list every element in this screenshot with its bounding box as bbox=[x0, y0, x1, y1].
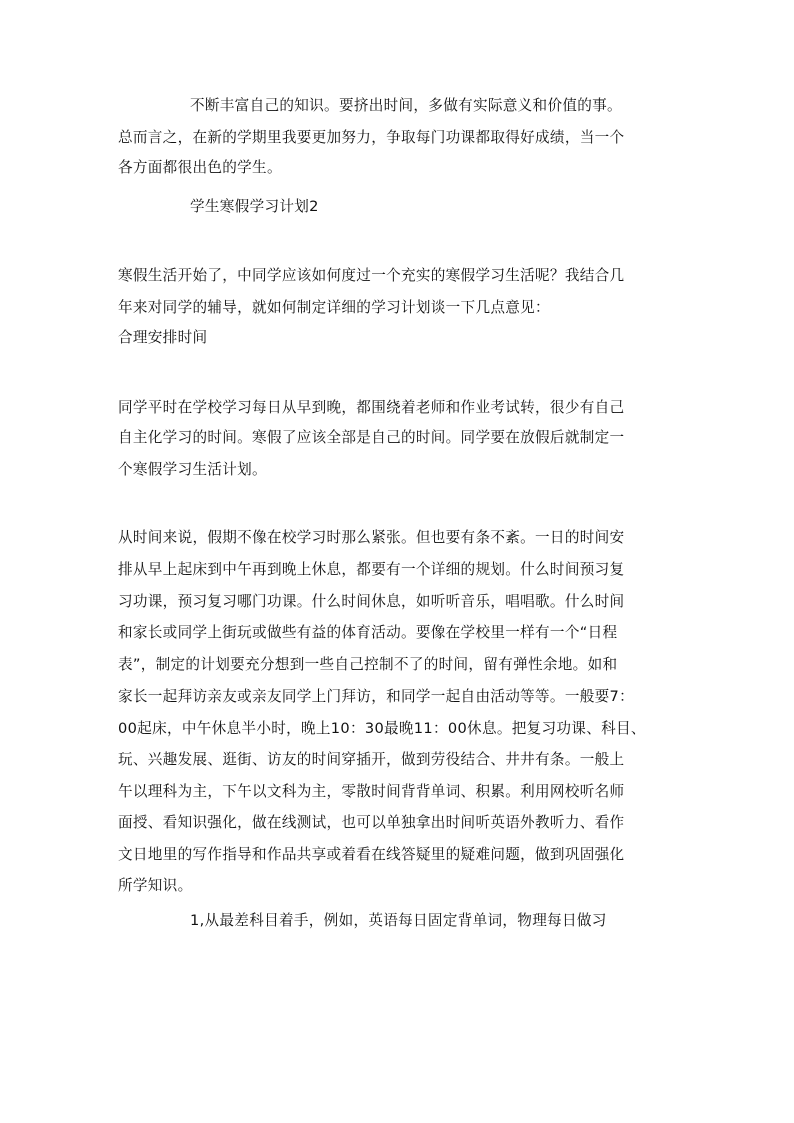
paragraph-line: 总而言之，在新的学期里我要更加努力，争取每门功课都取得好成绩，当一个 bbox=[118, 129, 625, 146]
paragraph-line: 00起床，中午休息半小时，晚上10：30最晚11：00休息。把复习功课、科目、 bbox=[118, 720, 646, 737]
paragraph-line: 习功课，预习复习哪门功课。什么时间休息，如听听音乐，唱唱歌。什么时间 bbox=[118, 593, 625, 610]
paragraph-line: 家长一起拜访亲友或亲友同学上门拜访，和同学一起自由活动等等。一般要7： bbox=[118, 688, 634, 705]
paragraph-line: 从时间来说，假期不像在校学习时那么紧张。但也要有条不紊。一日的时间安 bbox=[118, 529, 625, 546]
paragraph-line: 玩、兴趣发展、逛街、访友的时间穿插开，做到劳役结合、井井有条。一般上 bbox=[118, 751, 625, 768]
paragraph-line: 不断丰富自己的知识。要挤出时间，多做有实际意义和价值的事。 bbox=[190, 97, 622, 114]
paragraph-line: 寒假生活开始了，中同学应该如何度过一个充实的寒假学习生活呢？我结合几 bbox=[118, 267, 625, 284]
list-item: 1,从最差科目着手，例如，英语每日固定背单词，物理每日做习 bbox=[190, 912, 607, 929]
paragraph-line: 和家长或同学上街玩或做些有益的体育活动。要像在学校里一样有一个“日程 bbox=[118, 624, 618, 641]
paragraph-line: 同学平时在学校学习每日从早到晚，都围绕着老师和作业考试转，很少有自己 bbox=[118, 399, 625, 416]
paragraph-line: 排从早上起床到中午再到晚上休息，都要有一个详细的规划。什么时间预习复 bbox=[118, 561, 625, 578]
paragraph-line: 自主化学习的时间。寒假了应该全部是自己的时间。同学要在放假后就制定一 bbox=[118, 429, 625, 446]
paragraph-line: 年来对同学的辅导，就如何制定详细的学习计划谈一下几点意见： bbox=[118, 299, 550, 316]
subheading: 合理安排时间 bbox=[118, 329, 208, 346]
paragraph-line: 个寒假学习生活计划。 bbox=[118, 461, 267, 478]
paragraph-line: 所学知识。 bbox=[118, 877, 193, 894]
paragraph-line: 面授、看知识强化，做在线测试，也可以单独拿出时间听英语外教听力、看作 bbox=[118, 814, 625, 831]
paragraph-line: 文日地里的写作指导和作品共享或着看在线答疑里的疑难问题，做到巩固强化 bbox=[118, 846, 625, 863]
paragraph-line: 午以理科为主，下午以文科为主，零散时间背背单词、积累。利用网校听名师 bbox=[118, 783, 625, 800]
section-heading: 学生寒假学习计划2 bbox=[190, 198, 319, 215]
paragraph-line: 表”，制定的计划要充分想到一些自己控制不了的时间，留有弹性余地。如和 bbox=[118, 656, 618, 673]
paragraph-line: 各方面都很出色的学生。 bbox=[118, 159, 282, 176]
